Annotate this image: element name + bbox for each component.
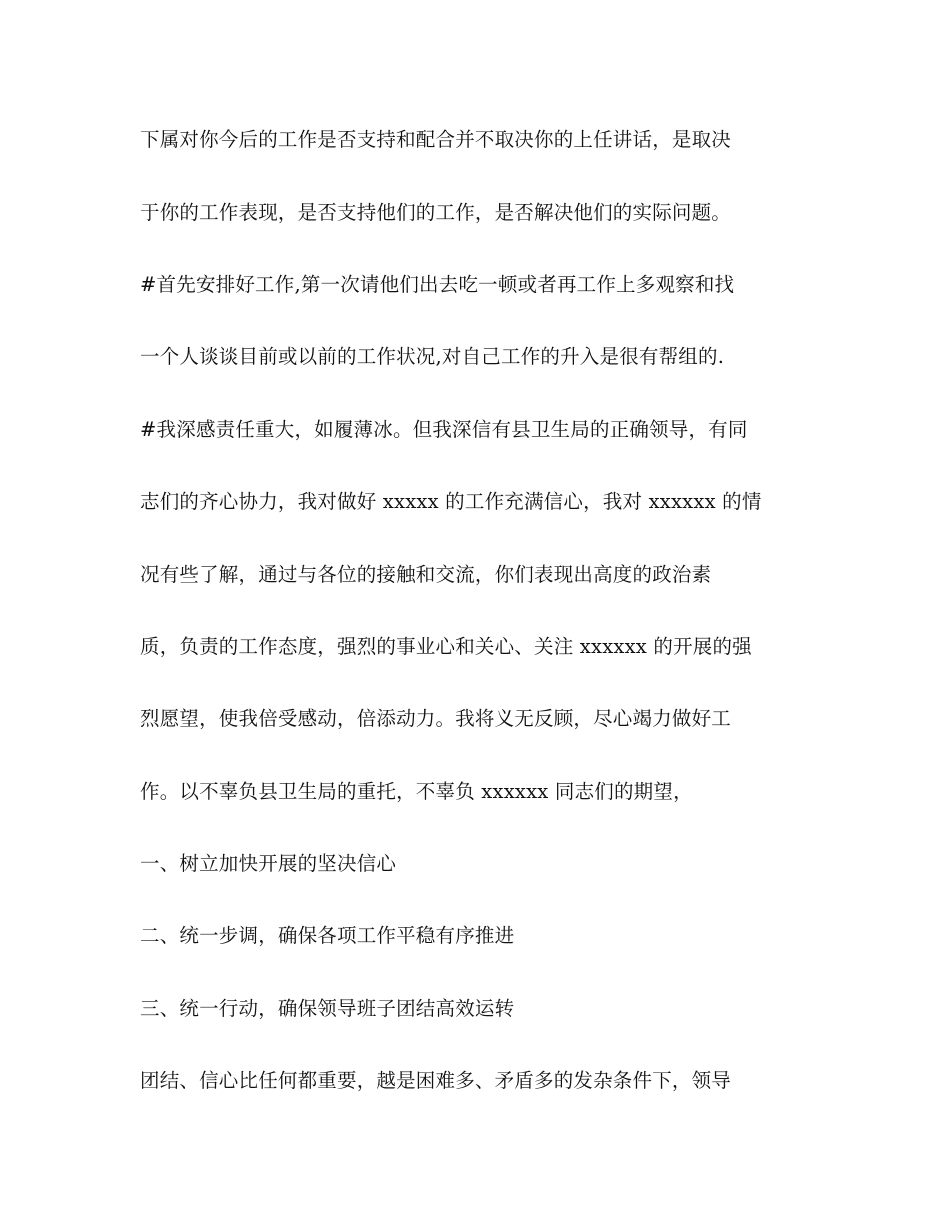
text-line: 一个人谈谈目前或以前的工作状况,对自己工作的升入是很有帮组的. — [140, 345, 725, 368]
text-line: 团结、信心比任何都重要，越是困难多、矛盾多的发杂条件下，领导 — [140, 1069, 732, 1092]
text-line: 烈愿望，使我倍受感动，倍添动力。我将义无反顾，尽心竭力做好工 — [140, 707, 732, 730]
section-heading: 二、统一步调，确保各项工作平稳有序推进 — [140, 924, 515, 947]
text-line: 于你的工作表现，是否支持他们的工作，是否解决他们的实际问题。 — [140, 201, 732, 224]
text-line: 作。以不辜负县卫生局的重托，不辜负 xxxxxx 同志们的期望， — [140, 780, 693, 803]
text-line: 下属对你今后的工作是否支持和配合并不取决你的上任讲话，是取决 — [140, 128, 732, 151]
section-heading: 三、统一行动，确保领导班子团结高效运转 — [140, 997, 515, 1020]
section-heading: 一、树立加快开展的坚决信心 — [140, 852, 397, 875]
text-line: #首先安排好工作,第一次请他们出去吃一顿或者再工作上多观察和找 — [140, 273, 735, 296]
text-line: 质，负责的工作态度，强烈的事业心和关心、关注 xxxxxx 的开展的强 — [140, 635, 752, 658]
text-line: 志们的齐心协力，我对做好 xxxxx 的工作充满信心，我对 xxxxxx 的情 — [140, 490, 762, 513]
text-line: 况有些了解，通过与各位的接触和交流，你们表现出高度的政治素 — [140, 563, 712, 586]
text-line: #我深感责任重大，如履薄冰。但我深信有县卫生局的正确领导，有同 — [140, 418, 748, 441]
